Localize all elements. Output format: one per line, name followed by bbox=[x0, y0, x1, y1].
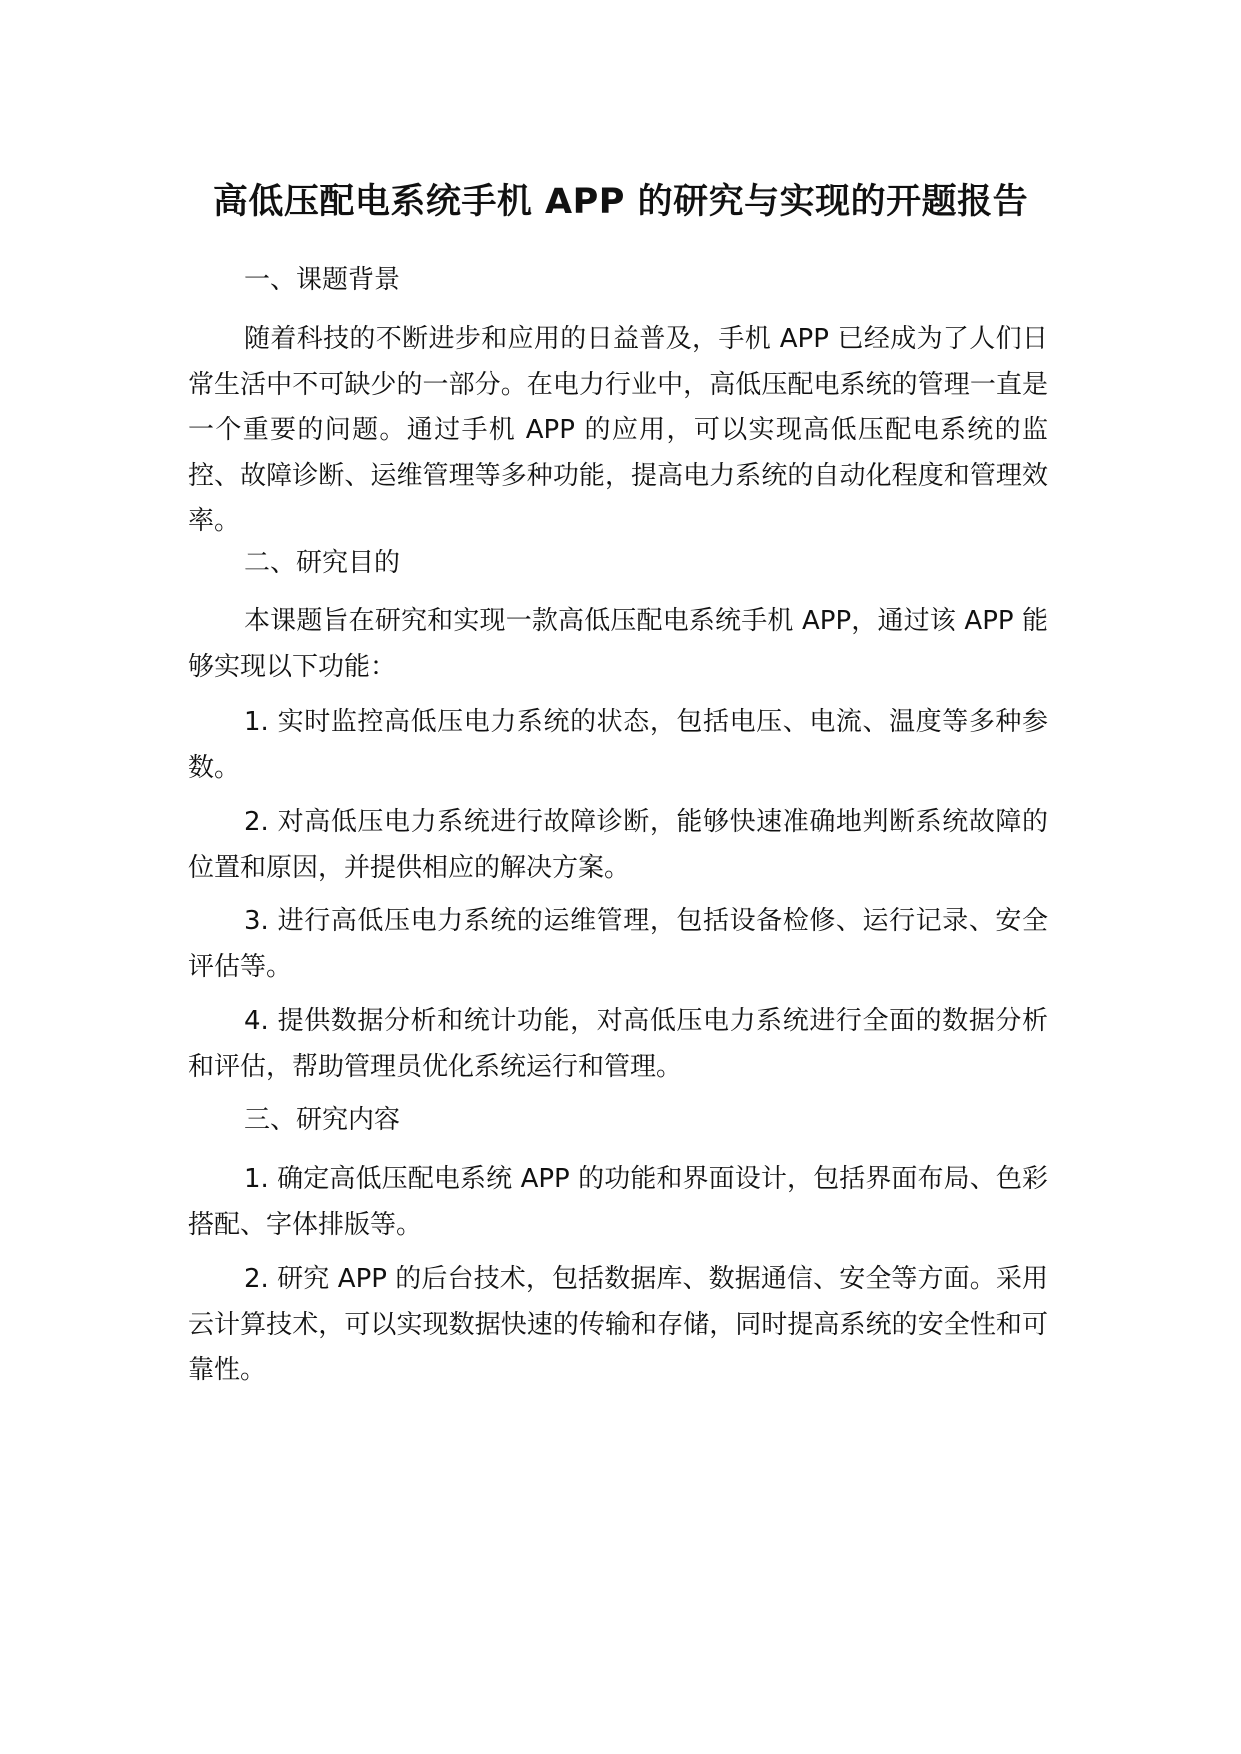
paragraph-background: 随着科技的不断进步和应用的日益普及，手机 APP 已经成为了人们日常生活中不可缺少的一部分。在电力行业中，高低压配电系统的管理一直是一个重要的问题。通过手机 APP 的应用，可以实现高低压配电系统的监控、故障诊断、运维管理等多种功能，提高电力系统的自动化程度和管理效率。 bbox=[188, 324, 1048, 536]
section-heading-content: 三、研究内容 bbox=[244, 1105, 401, 1135]
list-item-content-1: 1. 确定高低压配电系统 APP 的功能和界面设计，包括界面布局、色彩搭配、字体排版等。 bbox=[188, 1164, 1048, 1240]
list-item-content-2: 2. 研究 APP 的后台技术，包括数据库、数据通信、安全等方面。采用云计算技术，可以实现数据快速的传输和存储，同时提高系统的安全性和可靠性。 bbox=[188, 1264, 1048, 1385]
paragraph-objective-intro: 本课题旨在研究和实现一款高低压配电系统手机 APP，通过该 APP 能够实现以下功能： bbox=[188, 606, 1048, 682]
list-item-objective-2: 2. 对高低压电力系统进行故障诊断，能够快速准确地判断系统故障的位置和原因，并提供相应的解决方案。 bbox=[188, 807, 1048, 883]
list-item-objective-3: 3. 进行高低压电力系统的运维管理，包括设备检修、运行记录、安全评估等。 bbox=[188, 906, 1048, 982]
list-item-objective-4: 4. 提供数据分析和统计功能，对高低压电力系统进行全面的数据分析和评估，帮助管理员优化系统运行和管理。 bbox=[188, 1006, 1048, 1082]
document-title: 高低压配电系统手机 APP 的研究与实现的开题报告 bbox=[212, 182, 1029, 222]
section-heading-objective: 二、研究目的 bbox=[244, 548, 401, 578]
list-item-objective-1: 1. 实时监控高低压电力系统的状态，包括电压、电流、温度等多种参数。 bbox=[188, 707, 1048, 783]
section-heading-background: 一、课题背景 bbox=[244, 265, 401, 295]
